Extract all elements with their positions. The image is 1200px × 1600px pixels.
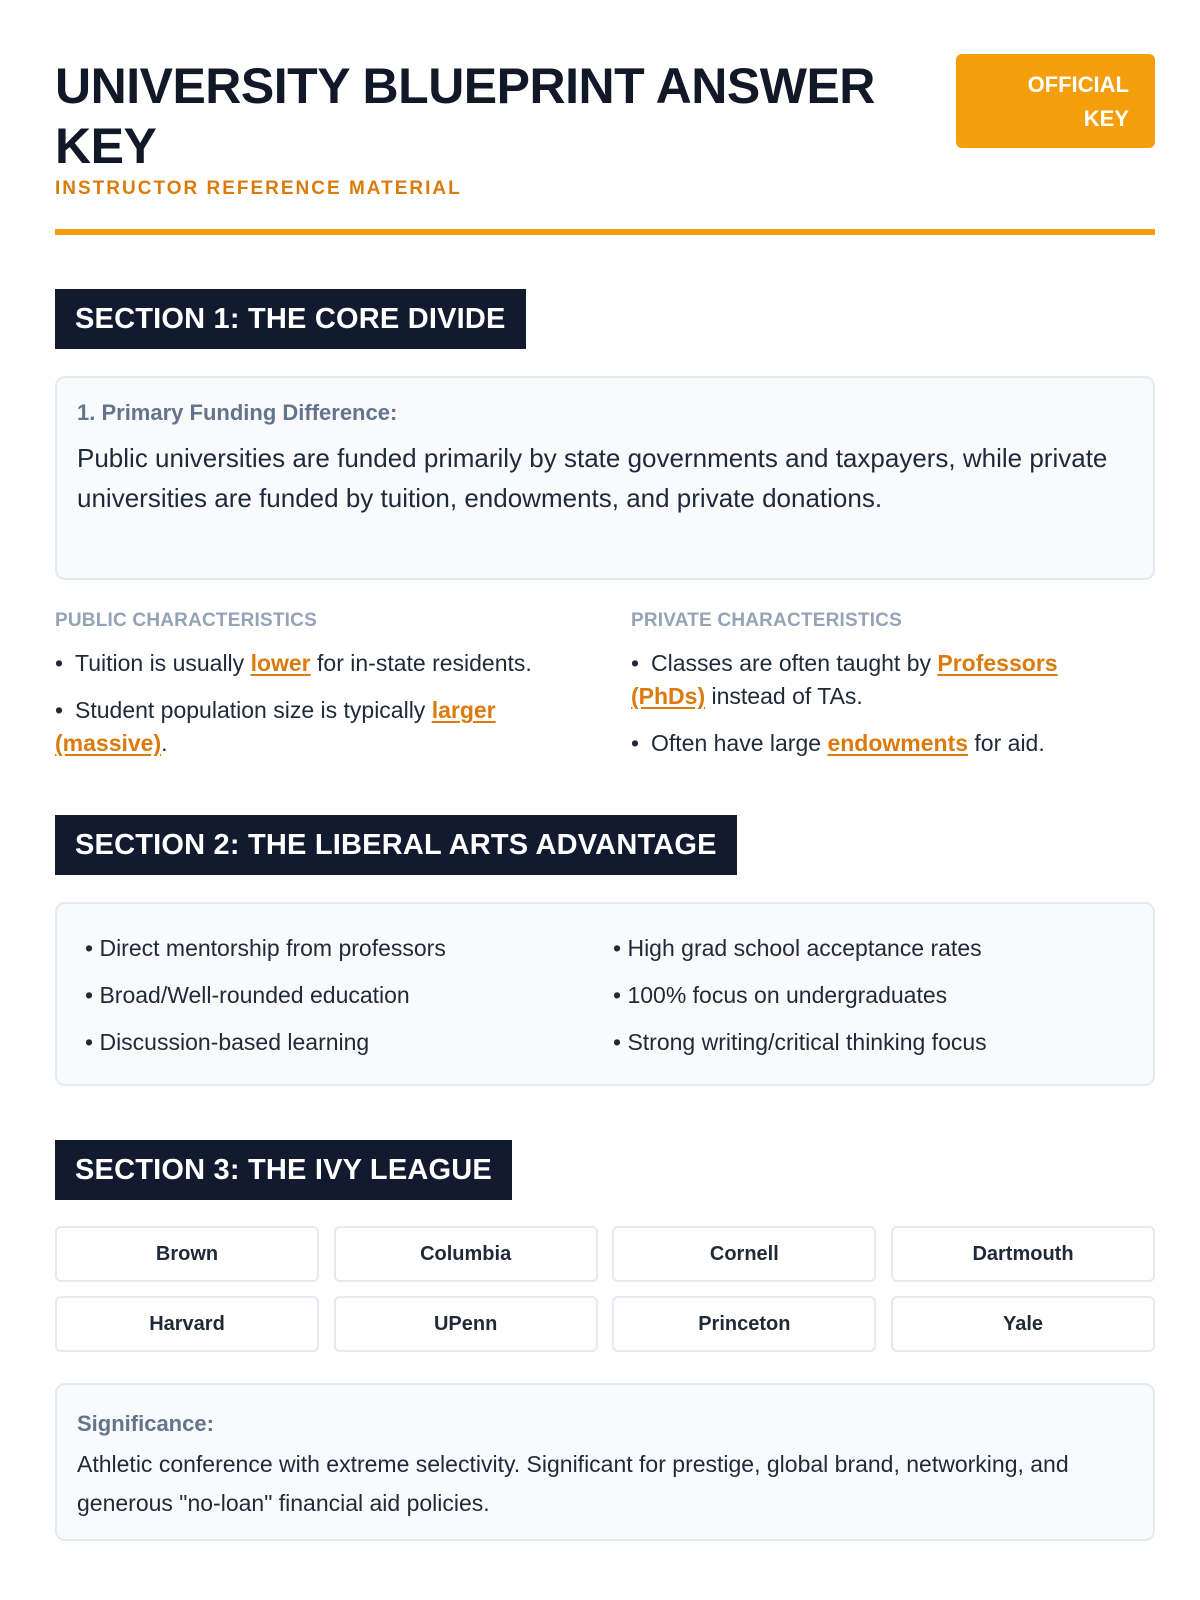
liberal-arts-item [85,979,585,1012]
item-text: instead of TAs. [705,683,863,709]
item-text: 100% focus on undergraduates [627,982,948,1008]
private-characteristic-item [631,647,1131,713]
item-text: Broad/Well-rounded education [99,982,410,1008]
item-text: Discussion-based learning [99,1029,370,1055]
significance-card [55,1383,1155,1541]
bullet-glyph: • [55,697,64,723]
liberal-arts-item [85,932,585,965]
bullet-glyph: • [613,935,628,961]
ivy-school-brown: Brown [55,1226,319,1282]
question-label: 1. Primary Funding Difference: [77,400,398,425]
significance-label: Significance: [77,1411,214,1436]
page-title: UNIVERSITY BLUEPRINT ANSWER KEY [55,58,875,174]
public-characteristic-item [55,694,585,760]
significance-text: Athletic conference with extreme selectivity. Significant for prestige, global brand, networking, and generous "no-loan" financial aid policies. [77,1451,1069,1516]
public-characteristics-list [55,647,585,774]
item-text: Often have large [651,730,828,756]
ivy-school-harvard: Harvard [55,1296,319,1352]
item-text: Strong writing/critical thinking focus [627,1029,987,1055]
funding-question-card [55,376,1155,580]
public-characteristics-heading: PUBLIC CHARACTERISTICS [55,610,317,631]
ivy-school-dartmouth: Dartmouth [891,1226,1155,1282]
section-3-heading: SECTION 3: THE IVY LEAGUE [55,1140,512,1200]
ivy-school-cornell: Cornell [612,1226,876,1282]
bullet-glyph: • [85,1029,100,1055]
ivy-school-columbia: Columbia [334,1226,598,1282]
item-text: Direct mentorship from professors [99,935,446,961]
private-characteristics-list [631,647,1131,774]
item-text: . [161,730,168,756]
bullet-glyph: • [631,730,640,756]
item-text: Student population size is typically [75,697,432,723]
answer-highlight: Professors (PhDs) [631,650,1058,709]
item-text: High grad school acceptance rates [627,935,982,961]
liberal-arts-list-right [613,932,1133,1073]
section-1-heading: SECTION 1: THE CORE DIVIDE [55,289,526,349]
bullet-glyph: • [85,935,100,961]
liberal-arts-item [613,932,1133,965]
liberal-arts-item [613,1026,1133,1059]
liberal-arts-list-left [85,932,585,1073]
private-characteristics-heading: PRIVATE CHARACTERISTICS [631,610,902,631]
ivy-school-princeton: Princeton [612,1296,876,1352]
liberal-arts-card [55,902,1155,1086]
bullet-glyph: • [613,1029,628,1055]
answer-highlight: lower [250,650,311,676]
item-text: Classes are often taught by [651,650,938,676]
bullet-glyph: • [613,982,628,1008]
item-text: Tuition is usually [75,650,251,676]
page-subtitle: INSTRUCTOR REFERENCE MATERIAL [55,178,462,199]
item-text: for in-state residents. [310,650,532,676]
liberal-arts-item [85,1026,585,1059]
public-characteristic-item [55,647,585,680]
bullet-glyph: • [85,982,100,1008]
bullet-glyph: • [55,650,64,676]
header-divider [55,229,1155,235]
ivy-school-yale: Yale [891,1296,1155,1352]
section-2-heading: SECTION 2: THE LIBERAL ARTS ADVANTAGE [55,815,737,875]
official-key-badge [956,54,1155,148]
badge-line-2: KEY [1083,106,1129,131]
answer-highlight: larger (massive) [55,697,496,756]
liberal-arts-item [613,979,1133,1012]
ivy-school-upenn: UPenn [334,1296,598,1352]
page-header [55,0,1155,236]
item-text: for aid. [968,730,1045,756]
answer-highlight: endowments [827,730,969,756]
question-answer: Public universities are funded primarily by state governments and taxpayers, while private universities are funded by tuition, endowments, and private donations. [77,443,1108,513]
bullet-glyph: • [631,650,640,676]
answer-key-page [55,0,1155,1516]
badge-line-1: OFFICIAL [1027,72,1129,97]
ivy-league-grid [55,1226,1155,1356]
private-characteristic-item [631,727,1131,760]
